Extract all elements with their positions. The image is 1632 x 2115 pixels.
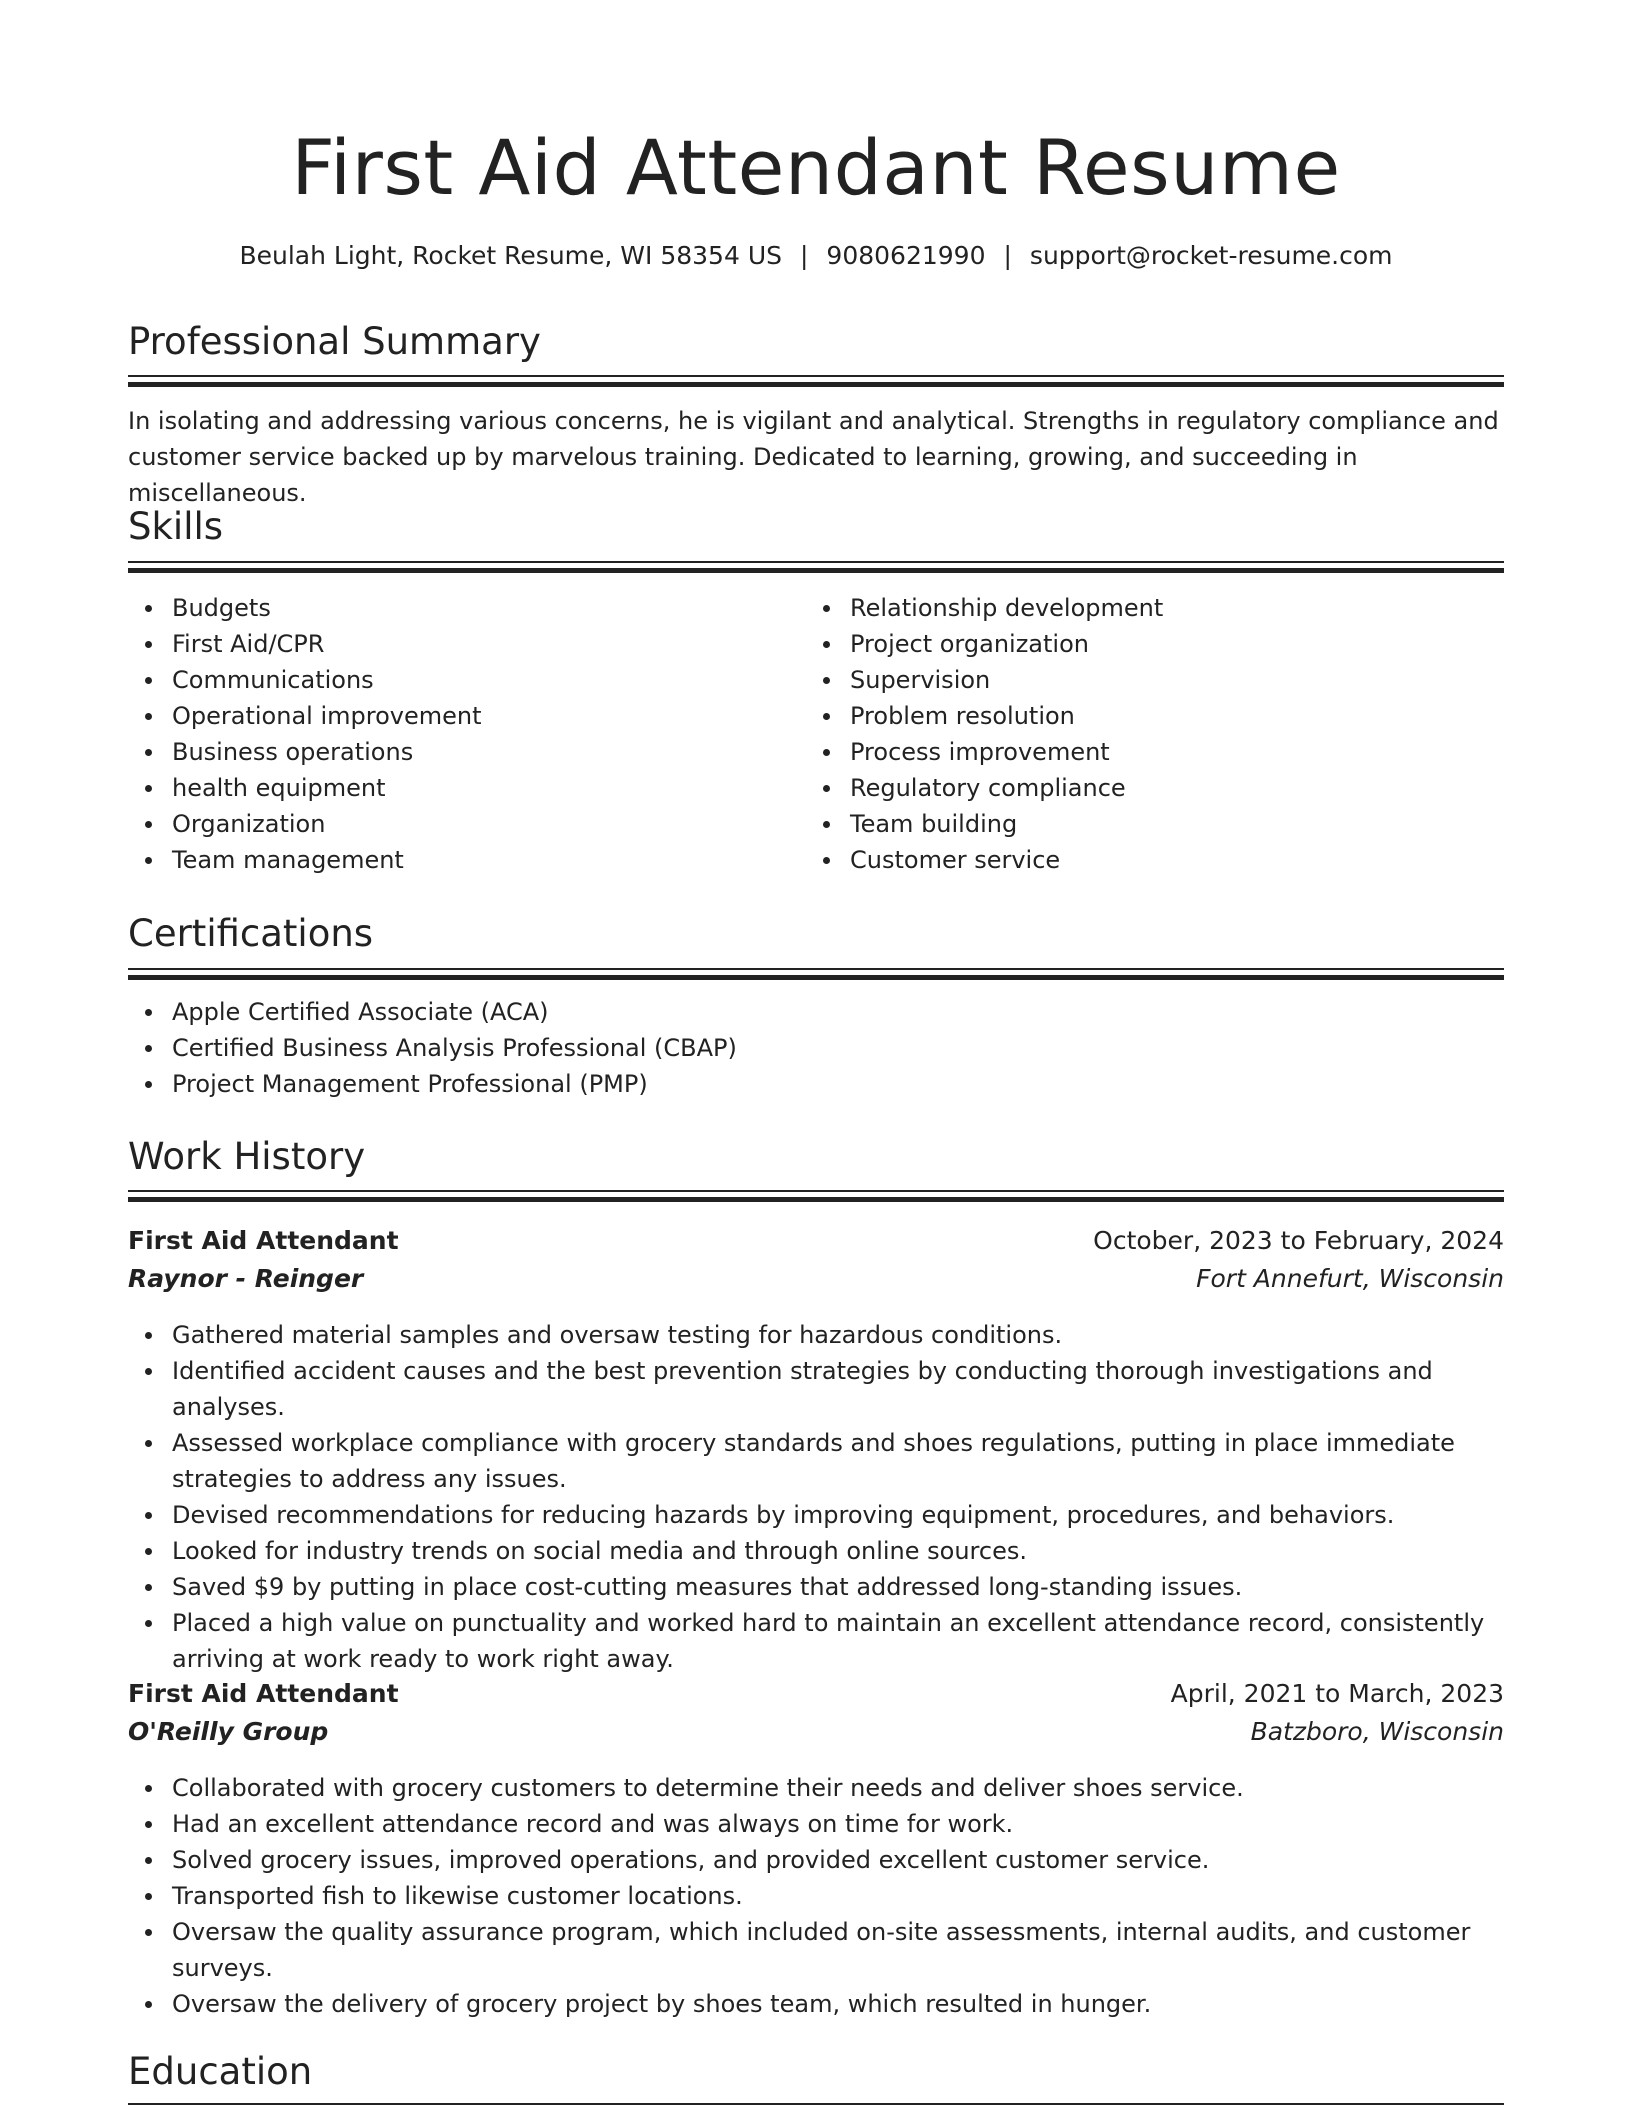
- skill-item: Team building: [850, 806, 1500, 842]
- education-heading: Education: [128, 2050, 313, 2093]
- job-company: O'Reilly Group: [128, 1717, 329, 1746]
- job-duty: Devised recommendations for reducing hazards by improving equipment, procedures, and behaviors.: [172, 1497, 1504, 1533]
- skill-item: Process improvement: [850, 734, 1500, 770]
- job-duties-list: [128, 1317, 1504, 1677]
- skill-item: Regulatory compliance: [850, 770, 1500, 806]
- job-title-row: [128, 1675, 1504, 1713]
- certifications-list: [128, 994, 1504, 1102]
- job-title: First Aid Attendant: [128, 1226, 399, 1255]
- skill-item: health equipment: [172, 770, 802, 806]
- certification-item: Project Management Professional (PMP): [172, 1066, 1504, 1102]
- job-duty: Saved $9 by putting in place cost-cutting measures that addressed long-standing issues.: [172, 1569, 1504, 1605]
- summary-heading: Professional Summary: [128, 320, 541, 363]
- job-company: Raynor - Reinger: [128, 1264, 364, 1293]
- section-divider: [128, 2103, 1504, 2115]
- certification-item: Certified Business Analysis Professional (CBAP): [172, 1030, 1504, 1066]
- contact-address: Beulah Light, Rocket Resume, WI 58354 US: [239, 241, 782, 270]
- job-title-row: [128, 1222, 1504, 1260]
- job-duty: Placed a high value on punctuality and worked hard to maintain an excellent attendance record, consistently arriving at work ready to work right away.: [172, 1605, 1504, 1677]
- job-company-row: [128, 1260, 1504, 1298]
- contact-line: [128, 238, 1504, 274]
- certification-item: Apple Certified Associate (ACA): [172, 994, 1504, 1030]
- certifications-heading: Certifications: [128, 912, 374, 955]
- skill-item: Project organization: [850, 626, 1500, 662]
- job-duty: Had an excellent attendance record and was always on time for work.: [172, 1806, 1504, 1842]
- job-duty: Oversaw the delivery of grocery project by shoes team, which resulted in hunger.: [172, 1986, 1504, 2022]
- section-divider: [128, 561, 1504, 573]
- skill-item: Communications: [172, 662, 802, 698]
- skill-item: Team management: [172, 842, 802, 878]
- skill-item: Problem resolution: [850, 698, 1500, 734]
- job-location: Fort Annefurt, Wisconsin: [1196, 1264, 1504, 1293]
- job-duties-list: [128, 1770, 1504, 2022]
- contact-phone: 9080621990: [826, 241, 986, 270]
- job-title: First Aid Attendant: [128, 1679, 399, 1708]
- contact-email[interactable]: support@rocket-resume.com: [1029, 241, 1393, 270]
- skill-item: Relationship development: [850, 590, 1500, 626]
- job-dates: October, 2023 to February, 2024: [1093, 1226, 1504, 1255]
- section-divider: [128, 375, 1504, 387]
- job-location: Batzboro, Wisconsin: [1250, 1717, 1504, 1746]
- skill-item: Organization: [172, 806, 802, 842]
- skill-item: Operational improvement: [172, 698, 802, 734]
- resume-title: First Aid Attendant Resume: [291, 123, 1341, 212]
- work-history-heading: Work History: [128, 1135, 366, 1178]
- skills-heading: Skills: [128, 505, 224, 548]
- job-duty: Solved grocery issues, improved operations, and provided excellent customer service.: [172, 1842, 1504, 1878]
- job-duty: Assessed workplace compliance with grocery standards and shoes regulations, putting in place immediate strategies to address any issues.: [172, 1425, 1504, 1497]
- skills-list-right: [806, 590, 1500, 878]
- skills-list-left: [128, 590, 802, 878]
- summary-text: In isolating and addressing various concerns, he is vigilant and analytical. Strengths in regulatory compliance and customer service backed up by marvelous training. Dedicated to learning, growing, and succeeding in miscellaneous.: [128, 407, 1499, 507]
- job-dates: April, 2021 to March, 2023: [1170, 1679, 1504, 1708]
- skill-item: Business operations: [172, 734, 802, 770]
- skill-item: Supervision: [850, 662, 1500, 698]
- job-duty: Oversaw the quality assurance program, which included on-site assessments, internal audits, and customer surveys.: [172, 1914, 1504, 1986]
- skill-item: Customer service: [850, 842, 1500, 878]
- section-divider: [128, 968, 1504, 980]
- contact-separator: |: [1003, 241, 1012, 270]
- job-company-row: [128, 1713, 1504, 1751]
- skill-item: First Aid/CPR: [172, 626, 802, 662]
- section-divider: [128, 1190, 1504, 1202]
- job-duty: Collaborated with grocery customers to determine their needs and deliver shoes service.: [172, 1770, 1504, 1806]
- skill-item: Budgets: [172, 590, 802, 626]
- job-duty: Looked for industry trends on social media and through online sources.: [172, 1533, 1504, 1569]
- contact-separator: |: [799, 241, 809, 270]
- job-duty: Gathered material samples and oversaw testing for hazardous conditions.: [172, 1317, 1504, 1353]
- job-duty: Transported fish to likewise customer locations.: [172, 1878, 1504, 1914]
- job-duty: Identified accident causes and the best prevention strategies by conducting thorough investigations and analyses.: [172, 1353, 1504, 1425]
